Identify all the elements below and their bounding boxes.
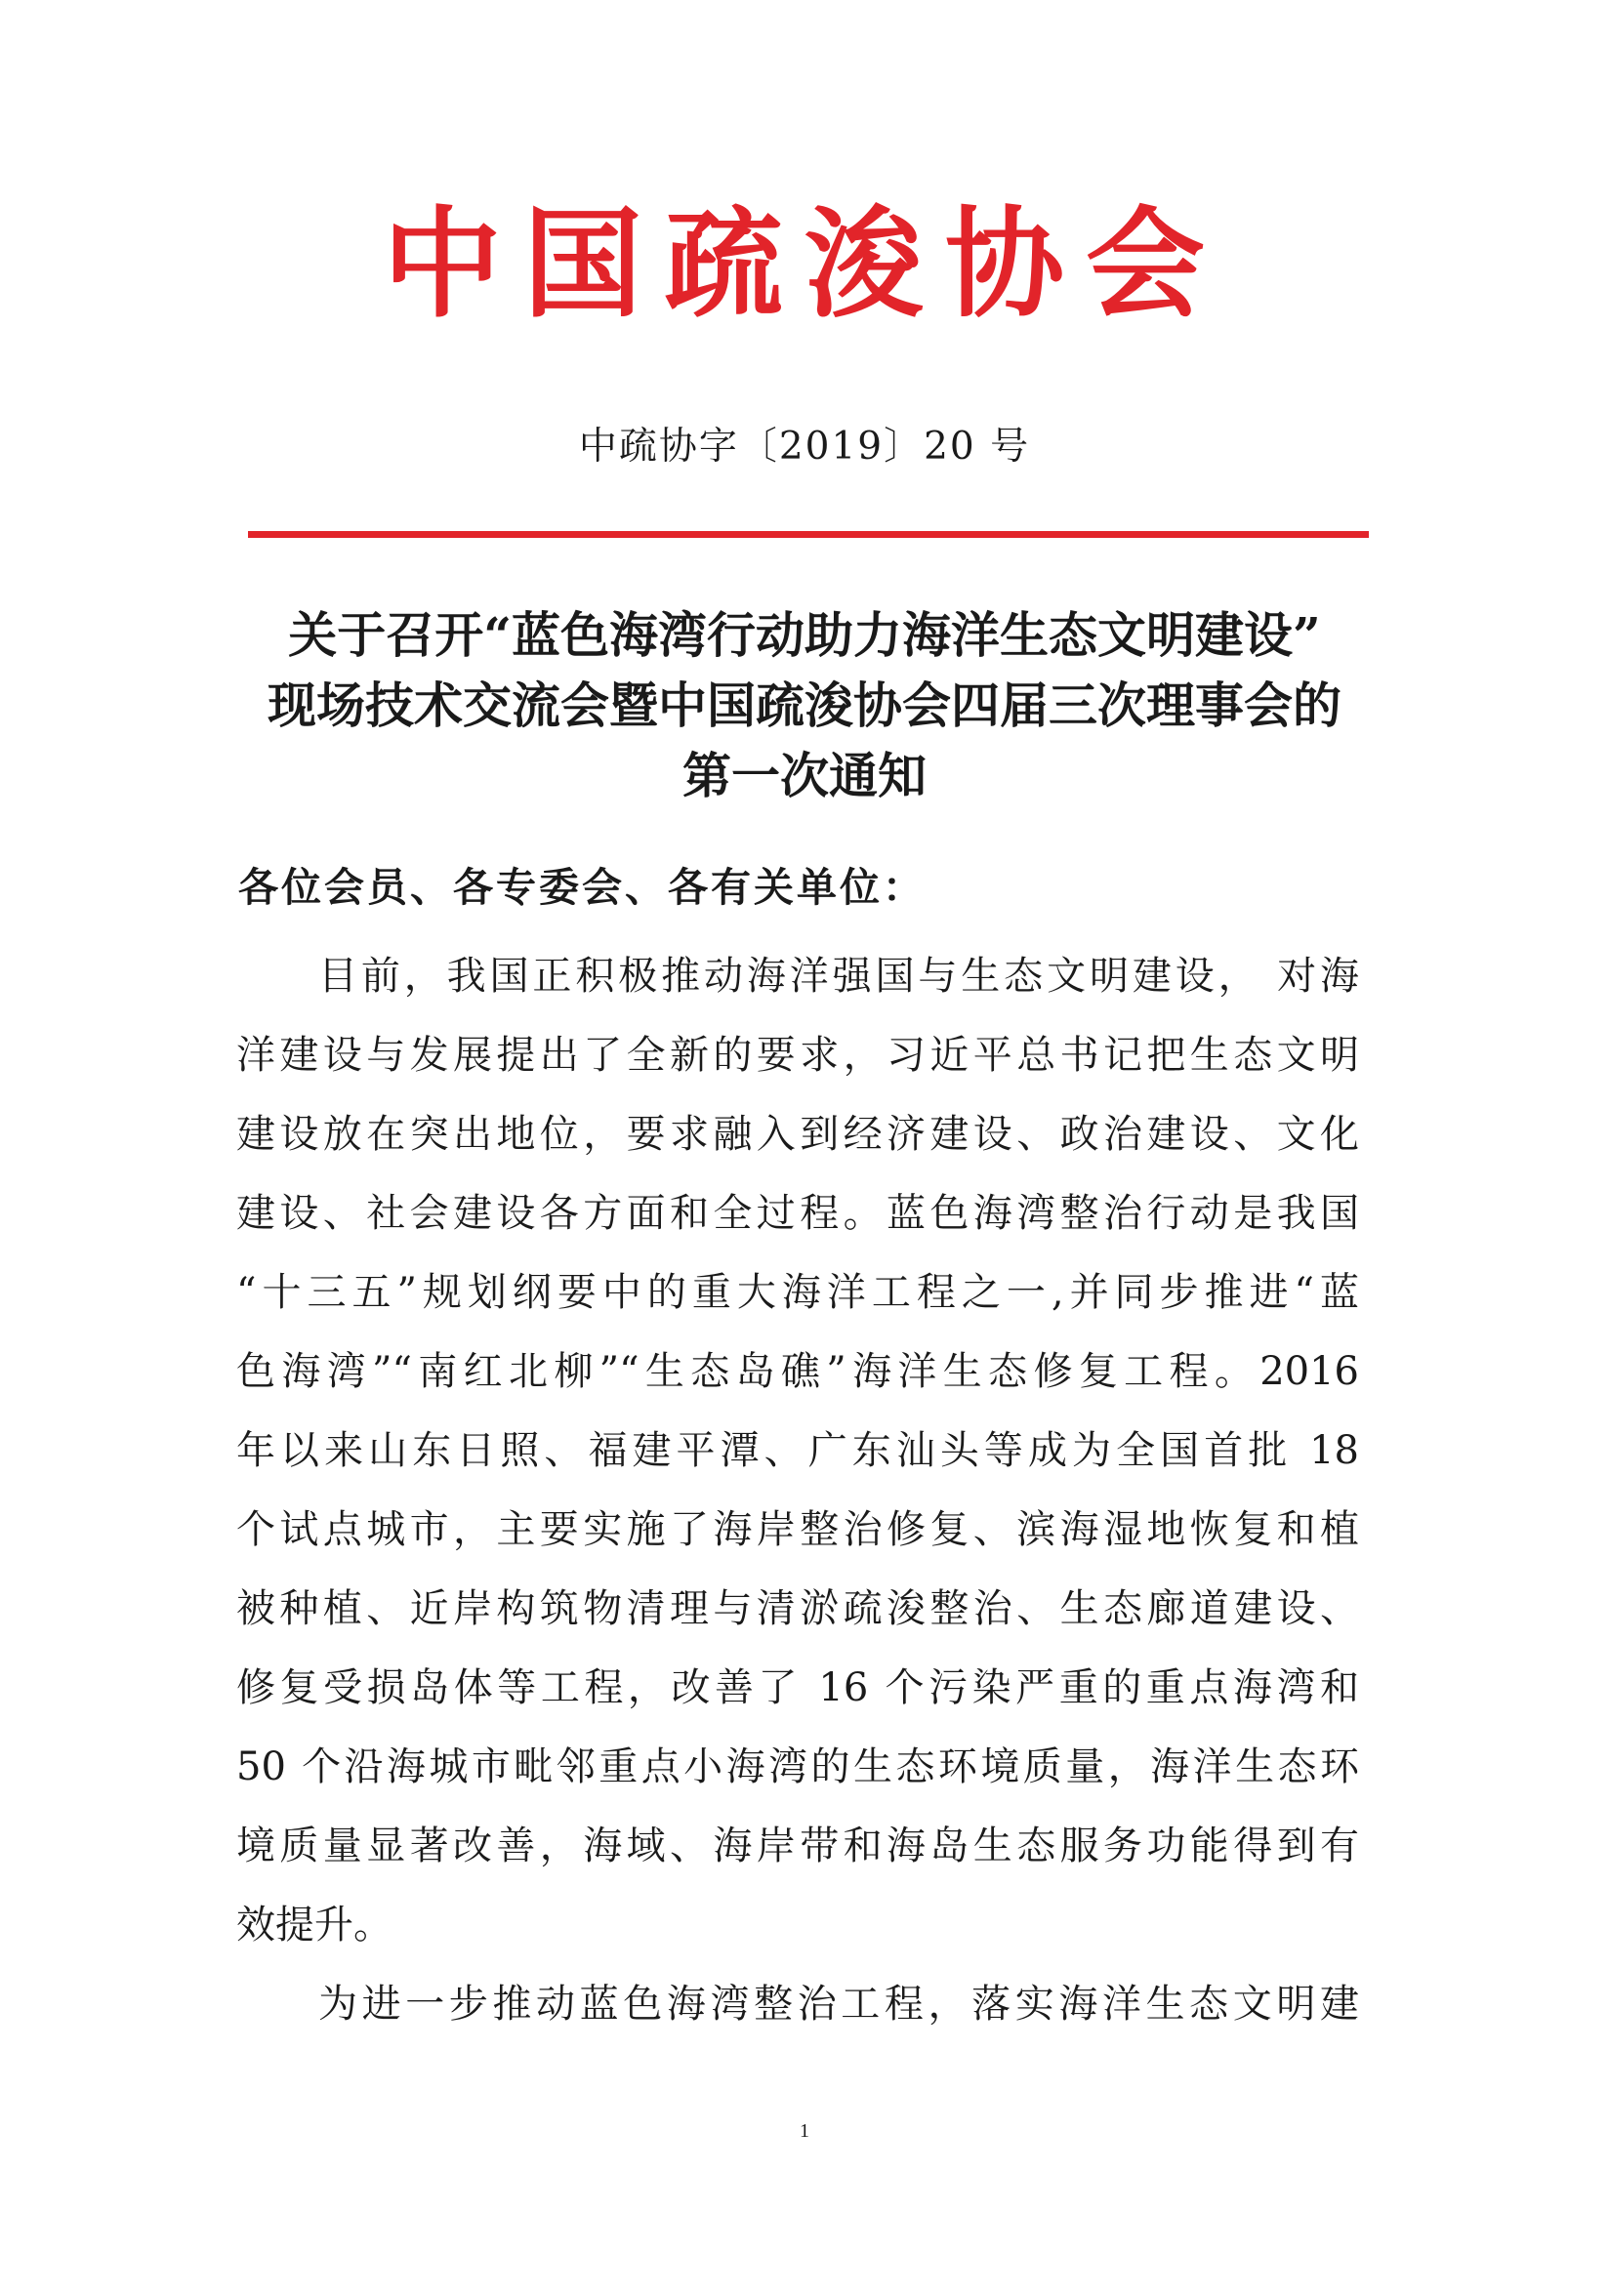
notice-title bbox=[195, 600, 1414, 811]
body-line: 为进一步推动蓝色海湾整治工程，落实海洋生态文明建 bbox=[318, 1982, 1359, 2027]
body-line: 色海湾”“南红北柳”“生态岛礁”海洋生态修复工程。2016 bbox=[236, 1349, 1359, 1394]
body-line: “十三五”规划纲要中的重大海洋工程之一,并同步推进“蓝 bbox=[236, 1270, 1359, 1315]
body-line: 洋建设与发展提出了全新的要求，习近平总书记把生态文明 bbox=[236, 1033, 1359, 1078]
body-line: 50 个沿海城市毗邻重点小海湾的生态环境质量，海洋生态环 bbox=[236, 1744, 1359, 1789]
red-divider-line bbox=[248, 531, 1369, 538]
body-line: 修复受损岛体等工程，改善了 16 个污染严重的重点海湾和 bbox=[236, 1665, 1359, 1710]
salutation: 各位会员、各专委会、各有关单位： bbox=[238, 864, 926, 911]
body-text bbox=[236, 937, 1359, 2044]
body-line: 建设放在突出地位，要求融入到经济建设、政治建设、文化 bbox=[236, 1112, 1359, 1157]
body-line: 境质量显著改善，海域、海岸带和海岛生态服务功能得到有 bbox=[236, 1824, 1359, 1868]
body-line: 建设、社会建设各方面和全过程。蓝色海湾整治行动是我国 bbox=[236, 1191, 1359, 1236]
document-number: 中疏协字〔2019〕20 号 bbox=[578, 425, 1031, 469]
body-line: 个试点城市，主要实施了海岸整治修复、滨海湿地恢复和植 bbox=[236, 1507, 1359, 1552]
title-line-3: 第一次通知 bbox=[682, 747, 927, 804]
title-line-1: 关于召开“蓝色海湾行动助力海洋生态文明建设” bbox=[288, 606, 1321, 664]
body-line: 目前，我国正积极推动海洋强国与生态文明建设， 对海 bbox=[318, 954, 1359, 999]
body-line: 被种植、近岸构筑物清理与清淤疏浚整治、生态廊道建设、 bbox=[236, 1586, 1359, 1631]
title-line-2: 现场技术交流会暨中国疏浚协会四届三次理事会的 bbox=[268, 676, 1341, 734]
page-number: 1 bbox=[800, 2120, 809, 2142]
body-line: 年以来山东日照、福建平潭、广东汕头等成为全国首批 18 bbox=[236, 1428, 1359, 1473]
body-line: 效提升。 bbox=[236, 1903, 392, 1948]
organization-name-header: 中国疏浚协会 bbox=[383, 193, 1226, 334]
